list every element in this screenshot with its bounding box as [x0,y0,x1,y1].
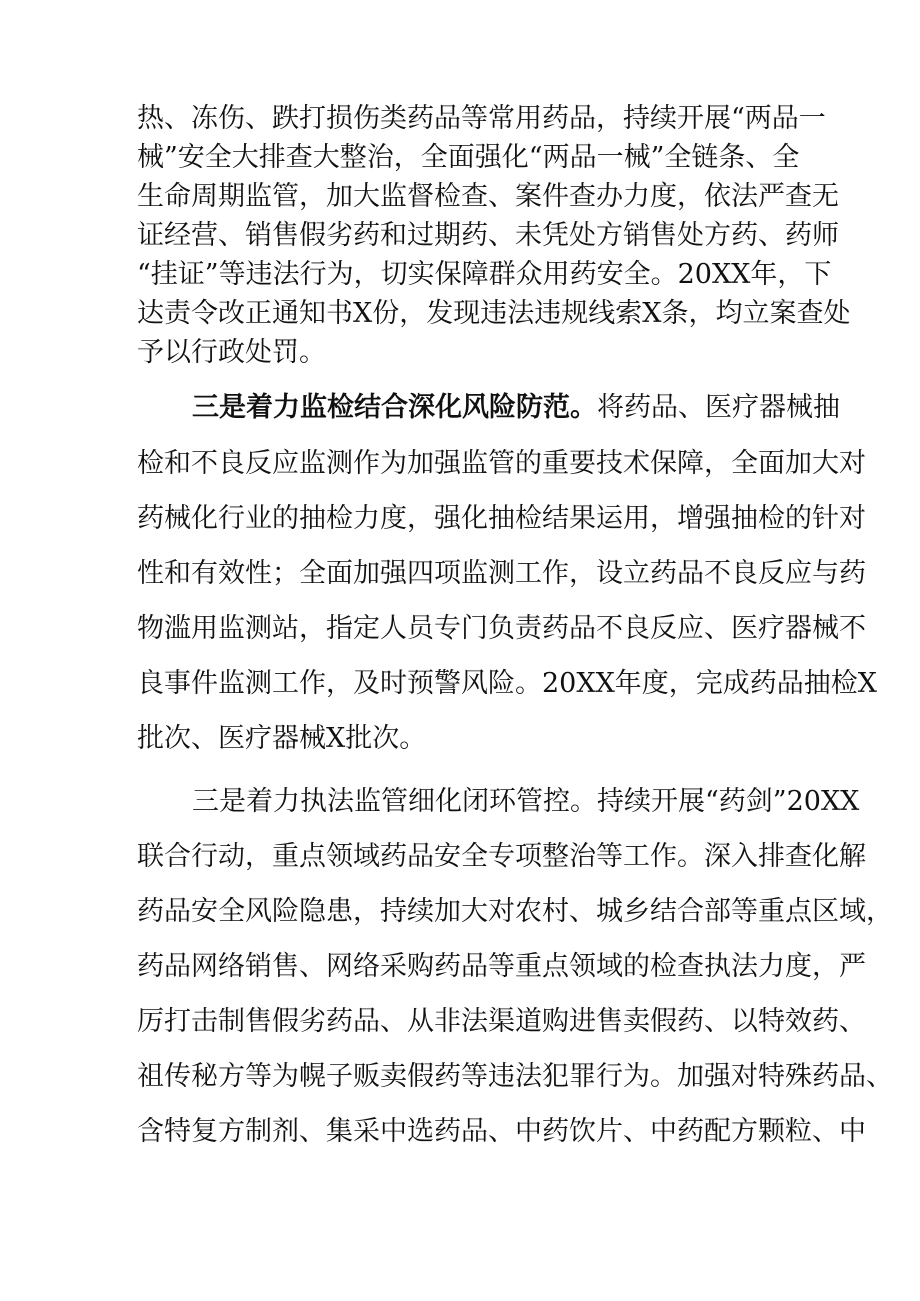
paragraph-2-line-4: 性和有效性；全面加强四项监测工作，设立药品不良反应与药 [137,558,866,589]
paragraph-2-line-6: 良事件监测工作，及时预警风险。20XX年度，完成药品抽检X [137,668,878,699]
paragraph-1-line-2: 械”安全大排查大整治，全面强化“两品一械”全链条、全 [137,142,800,173]
paragraph-2-line-5: 物滥用监测站，指定人员专门负责药品不良反应、医疗器械不 [137,613,866,644]
paragraph-3-line-4: 药品网络销售、网络采购药品等重点领域的检查执法力度，严 [137,951,866,982]
paragraph-3-line-3: 药品安全风险隐患，持续加大对农村、城乡结合部等重点区域， [137,896,893,927]
paragraph-2-line-7: 批次、医疗器械X批次。 [137,723,427,754]
paragraph-3-line-5: 厉打击制售假劣药品、从非法渠道购进售卖假药、以特效药、 [137,1006,866,1037]
paragraph-2-heading: 三是着力监检结合深化风险防范。 [192,392,597,423]
paragraph-1-line-3: 生命周期监管，加大监督检查、案件查办力度，依法严查无 [137,181,839,212]
paragraph-2-line-2: 检和不良反应监测作为加强监管的重要技术保障，全面加大对 [137,448,866,479]
paragraph-3-line-1: 三是着力执法监管细化闭环管控。持续开展“药剑”20XX [192,786,860,817]
paragraph-1-line-4: 证经营、销售假劣药和过期药、未凭处方销售处方药、药师 [137,220,839,251]
paragraph-3-line-6: 祖传秘方等为幌子贩卖假药等违法犯罪行为。加强对特殊药品、 [137,1061,893,1092]
paragraph-2-line-3: 药械化行业的抽检力度，强化抽检结果运用，增强抽检的针对 [137,503,866,534]
paragraph-1-line-7: 予以行政处罚。 [137,337,326,368]
paragraph-1-line-1: 热、冻伤、跌打损伤类药品等常用药品，持续开展“两品一 [137,103,826,134]
paragraph-2-line-1-rest: 将药品、医疗器械抽 [597,392,840,423]
paragraph-1-line-6: 达责令改正通知书X份，发现违法违规线索X条，均立案查处 [137,298,851,329]
paragraph-3-line-2: 联合行动，重点领域药品安全专项整治等工作。深入排查化解 [137,841,866,872]
paragraph-1-line-5: “挂证”等违法行为，切实保障群众用药安全。20XX年，下 [137,259,832,290]
paragraph-2-line-1 [192,391,840,425]
paragraph-3-line-7: 含特复方制剂、集采中选药品、中药饮片、中药配方颗粒、中 [137,1116,866,1147]
